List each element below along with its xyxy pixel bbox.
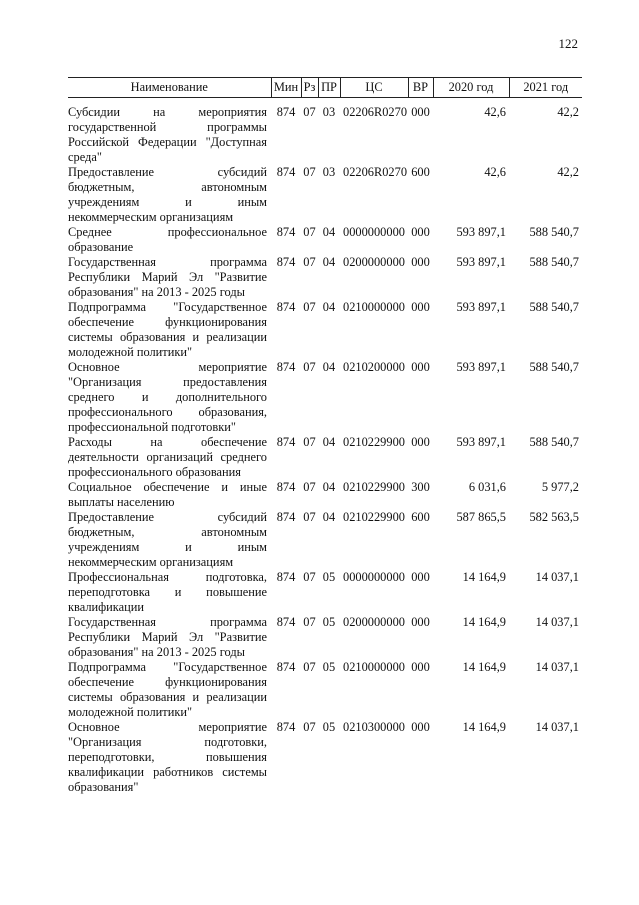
header-pr: ПР bbox=[318, 78, 340, 98]
table-row bbox=[68, 720, 582, 795]
cell-min: 874 bbox=[276, 720, 296, 734]
cell-y2020: 14 164,9 bbox=[462, 720, 506, 734]
table-row bbox=[68, 480, 582, 510]
cell-pr: 04 bbox=[322, 255, 336, 269]
cell-y2020: 14 164,9 bbox=[462, 615, 506, 629]
cell-y2021: 582 563,5 bbox=[529, 510, 579, 524]
cell-y2020: 593 897,1 bbox=[456, 255, 506, 269]
cell-y2020: 14 164,9 bbox=[462, 660, 506, 674]
cell-rz: 07 bbox=[303, 300, 316, 314]
cell-vr: 000 bbox=[411, 570, 430, 584]
cell-cs: 0200000000 bbox=[343, 255, 405, 269]
table-row bbox=[68, 435, 582, 480]
cell-rz: 07 bbox=[303, 165, 316, 179]
cell-cs: 0210229900 bbox=[343, 510, 405, 524]
cell-cs: 0210200000 bbox=[343, 360, 405, 374]
cell-name: Расходы на обеспечение деятельности организаций среднего профессионального образования bbox=[68, 435, 267, 479]
cell-name: Основное мероприятие "Организация подготовки, переподготовки, повышения квалификации работников системы образования" bbox=[68, 720, 267, 794]
cell-pr: 05 bbox=[322, 615, 336, 629]
cell-rz: 07 bbox=[303, 720, 316, 734]
cell-y2020: 42,6 bbox=[484, 105, 506, 119]
cell-y2021: 588 540,7 bbox=[529, 435, 579, 449]
cell-cs: 0210229900 bbox=[343, 435, 405, 449]
table-row bbox=[68, 98, 582, 166]
cell-vr: 000 bbox=[411, 360, 430, 374]
cell-min: 874 bbox=[276, 570, 296, 584]
budget-table bbox=[68, 77, 582, 795]
cell-name: Социальное обеспечение и иные выплаты населению bbox=[68, 480, 267, 509]
table-row bbox=[68, 615, 582, 660]
header-min: Мин bbox=[271, 78, 301, 98]
cell-rz: 07 bbox=[303, 255, 316, 269]
header-cs: ЦС bbox=[340, 78, 408, 98]
cell-y2021: 588 540,7 bbox=[529, 225, 579, 239]
cell-name: Подпрограмма "Государственное обеспечение функционирования системы образования и реализации молодежной политики" bbox=[68, 300, 267, 359]
cell-cs: 0210000000 bbox=[343, 300, 405, 314]
cell-vr: 600 bbox=[411, 165, 430, 179]
cell-cs: 0210300000 bbox=[343, 720, 405, 734]
cell-y2021: 14 037,1 bbox=[535, 615, 579, 629]
cell-min: 874 bbox=[276, 300, 296, 314]
cell-name: Субсидии на мероприятия государственной программы Российской Федерации "Доступная среда" bbox=[68, 105, 267, 164]
cell-rz: 07 bbox=[303, 435, 316, 449]
cell-y2020: 42,6 bbox=[484, 165, 506, 179]
cell-vr: 000 bbox=[411, 255, 430, 269]
table-header-row bbox=[68, 78, 582, 98]
table-row bbox=[68, 255, 582, 300]
table-row bbox=[68, 225, 582, 255]
cell-name: Предоставление субсидий бюджетным, автономным учреждениям и иным некоммерческим организациям bbox=[68, 510, 267, 569]
cell-rz: 07 bbox=[303, 225, 316, 239]
cell-min: 874 bbox=[276, 480, 296, 494]
cell-y2021: 5 977,2 bbox=[541, 480, 579, 494]
cell-vr: 000 bbox=[411, 660, 430, 674]
cell-min: 874 bbox=[276, 435, 296, 449]
cell-y2020: 593 897,1 bbox=[456, 225, 506, 239]
cell-pr: 04 bbox=[322, 225, 336, 239]
cell-cs: 0000000000 bbox=[343, 225, 405, 239]
cell-pr: 05 bbox=[322, 570, 336, 584]
cell-min: 874 bbox=[276, 660, 296, 674]
cell-pr: 05 bbox=[322, 720, 336, 734]
cell-y2021: 588 540,7 bbox=[529, 300, 579, 314]
cell-rz: 07 bbox=[303, 660, 316, 674]
cell-name: Профессиональная подготовка, переподготовка и повышение квалификации bbox=[68, 570, 267, 614]
header-name: Наименование bbox=[68, 78, 271, 98]
cell-y2021: 42,2 bbox=[557, 105, 579, 119]
cell-vr: 000 bbox=[411, 720, 430, 734]
cell-name: Подпрограмма "Государственное обеспечение функционирования системы образования и реализации молодежной политики" bbox=[68, 660, 267, 719]
cell-y2021: 42,2 bbox=[557, 165, 579, 179]
cell-min: 874 bbox=[276, 360, 296, 374]
table-row bbox=[68, 360, 582, 435]
cell-y2021: 14 037,1 bbox=[535, 660, 579, 674]
table-row bbox=[68, 660, 582, 720]
header-rz: Рз bbox=[301, 78, 318, 98]
cell-min: 874 bbox=[276, 105, 296, 119]
cell-cs: 02206R0270 bbox=[343, 105, 408, 119]
cell-pr: 04 bbox=[322, 480, 336, 494]
cell-vr: 300 bbox=[411, 480, 430, 494]
cell-pr: 04 bbox=[322, 360, 336, 374]
cell-vr: 600 bbox=[411, 510, 430, 524]
table-row bbox=[68, 300, 582, 360]
cell-name: Государственная программа Республики Марий Эл "Развитие образования" на 2013 - 2025 годы bbox=[68, 255, 267, 299]
cell-cs: 0210229900 bbox=[343, 480, 405, 494]
cell-cs: 02206R0270 bbox=[343, 165, 408, 179]
table-row bbox=[68, 510, 582, 570]
cell-y2020: 593 897,1 bbox=[456, 300, 506, 314]
cell-rz: 07 bbox=[303, 510, 316, 524]
cell-name: Предоставление субсидий бюджетным, автономным учреждениям и иным некоммерческим организациям bbox=[68, 165, 267, 224]
cell-vr: 000 bbox=[411, 615, 430, 629]
cell-vr: 000 bbox=[411, 225, 430, 239]
cell-y2020: 593 897,1 bbox=[456, 360, 506, 374]
cell-y2021: 588 540,7 bbox=[529, 360, 579, 374]
cell-pr: 03 bbox=[322, 105, 336, 119]
cell-name: Государственная программа Республики Марий Эл "Развитие образования" на 2013 - 2025 годы bbox=[68, 615, 267, 659]
cell-vr: 000 bbox=[411, 105, 430, 119]
cell-y2020: 593 897,1 bbox=[456, 435, 506, 449]
cell-y2021: 588 540,7 bbox=[529, 255, 579, 269]
cell-y2021: 14 037,1 bbox=[535, 570, 579, 584]
cell-y2020: 6 031,6 bbox=[468, 480, 506, 494]
cell-rz: 07 bbox=[303, 570, 316, 584]
header-2021: 2021 год bbox=[509, 78, 582, 98]
table-row bbox=[68, 570, 582, 615]
cell-min: 874 bbox=[276, 255, 296, 269]
cell-y2020: 14 164,9 bbox=[462, 570, 506, 584]
cell-min: 874 bbox=[276, 225, 296, 239]
cell-rz: 07 bbox=[303, 105, 316, 119]
cell-min: 874 bbox=[276, 510, 296, 524]
cell-cs: 0000000000 bbox=[343, 570, 405, 584]
header-2020: 2020 год bbox=[433, 78, 509, 98]
table-body bbox=[68, 98, 582, 796]
cell-min: 874 bbox=[276, 615, 296, 629]
cell-vr: 000 bbox=[411, 300, 430, 314]
cell-pr: 05 bbox=[322, 660, 336, 674]
cell-cs: 0210000000 bbox=[343, 660, 405, 674]
cell-name: Среднее профессиональное образование bbox=[68, 225, 267, 254]
cell-rz: 07 bbox=[303, 480, 316, 494]
cell-name: Основное мероприятие "Организация предоставления среднего и дополнительного профессионального образования, профессиональной подготовки" bbox=[68, 360, 267, 434]
cell-y2021: 14 037,1 bbox=[535, 720, 579, 734]
cell-pr: 03 bbox=[322, 165, 336, 179]
cell-cs: 0200000000 bbox=[343, 615, 405, 629]
cell-pr: 04 bbox=[322, 300, 336, 314]
page-number: 122 bbox=[558, 36, 578, 51]
header-vr: ВР bbox=[408, 78, 433, 98]
cell-min: 874 bbox=[276, 165, 296, 179]
cell-vr: 000 bbox=[411, 435, 430, 449]
table-row bbox=[68, 165, 582, 225]
cell-pr: 04 bbox=[322, 510, 336, 524]
cell-pr: 04 bbox=[322, 435, 336, 449]
cell-rz: 07 bbox=[303, 615, 316, 629]
cell-y2020: 587 865,5 bbox=[456, 510, 506, 524]
cell-rz: 07 bbox=[303, 360, 316, 374]
